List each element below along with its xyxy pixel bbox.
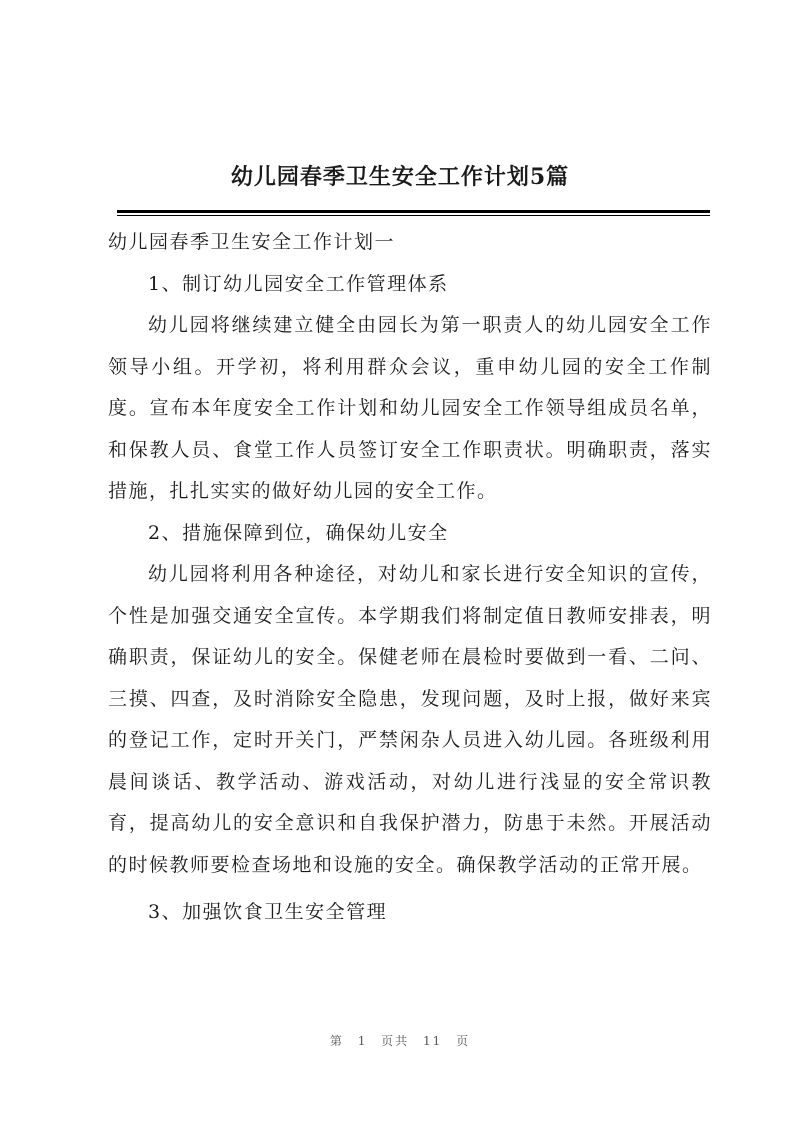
page-footer: [0, 1032, 800, 1049]
footer-suffix: 页: [456, 1034, 471, 1048]
item1-heading: 1、制订幼儿园安全工作管理体系: [148, 272, 449, 295]
footer-page-total: 11: [423, 1034, 443, 1048]
document-body: [108, 222, 712, 934]
footer-prefix: 第: [329, 1034, 344, 1048]
item2-paragraph: 幼儿园将利用各种途径，对幼儿和家长进行安全知识的宣传，个性是加强交通安全宣传。本学期我们将制定值日教师安排表，明确职责，保证幼儿的安全。保健老师在晨检时要做到一看、二问、三摸、四查，及时消除安全隐患，发现问题，及时上报，做好来宾的登记工作，定时开关门，严禁闲杂人员进入幼儿园。各班级利用晨间谈话、教学活动、游戏活动，对幼儿进行浅显的安全常识教育，提高幼儿的安全意识和自我保护潜力，防患于未然。开展活动的时候教师要检查场地和设施的安全。确保教学活动的正常开展。: [108, 563, 712, 876]
section-heading: 幼儿园春季卫生安全工作计划一: [108, 231, 396, 253]
document-title: 幼儿园春季卫生安全工作计划5篇: [230, 164, 570, 190]
item3-heading: 3、加强饮食卫生安全管理: [148, 901, 388, 923]
footer-middle: 页共: [381, 1034, 410, 1048]
item2-heading: 2、措施保障到位，确保幼儿安全: [148, 521, 449, 544]
item1-paragraph: 幼儿园将继续建立健全由园长为第一职责人的幼儿园安全工作领导小组。开学初，将利用群众会议，重申幼儿园的安全工作制度。宣布本年度安全工作计划和幼儿园安全工作领导组成员名单，和保教人员、食堂工作人员签订安全工作职责状。明确职责，落实措施，扎扎实实的做好幼儿园的安全工作。: [108, 314, 712, 502]
title-rule-thick: [117, 210, 710, 213]
footer-page-current: 1: [357, 1034, 368, 1048]
title-rule-thin: [117, 215, 710, 216]
